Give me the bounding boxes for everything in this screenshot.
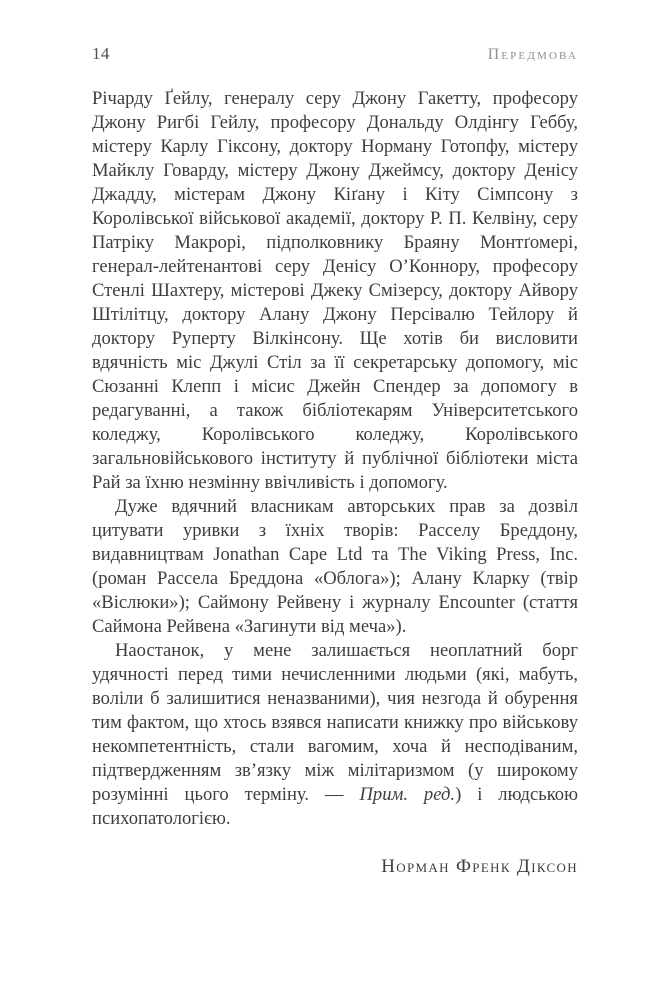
- paragraph-text: Річарду Ґейлу, генералу серу Джону Гакетту, професору Джону Ригбі Гейлу, професору Дональду Олдінгу Геббу, містеру Карлу Гіксону, доктору Норману Готопфу, містеру Майклу Говарду, містеру Джону Джеймсу, доктору Денісу Джадду, містерам Джону Кіґану і Кіту Сімпсону з Королівської військової академії, доктору Р. П. Келвіну, серу Патріку Макрорі, підполковнику Браяну Монтґомері, генерал-лейтенантові серу Денісу О’Коннору, професору Стенлі Шахтеру, містерові Джеку Смізерсу, доктору Айвору Штілітцу, доктору Алану Джону Персівалю Тейлору й доктору Руперту Вілкінсону. Ще хотів би висловити вдячність міс Джулі Стіл за її секретарську допомогу, міс Сюзанні Клепп і місис Джейн Спендер за допомогу в редагуванні, а також бібліотекарям Університетського коледжу, Королівського коледжу, Королівського загальновійськового інституту й публічної бібліотеки міста Рай за їхню незмінну ввічливість і допомогу.: [92, 88, 578, 493]
- page-number: 14: [92, 44, 110, 63]
- paragraph-text: Наостанок, у мене залишається неоплатний борг удячності перед тими нечисленними людьми (які, мабуть, воліли б залишитися неназваними), чия незгода й обурення тим фактом, що хтось взявся написати книжку про військову некомпетентність, стали вагомим, хоча й несподіваним, підтвердженням зв’язку між мілітаризмом (у широкому розумінні цього терміну. —: [92, 640, 578, 805]
- paragraph-acknowledgements: [92, 87, 578, 495]
- author-signature: Норман Френк Діксон: [381, 856, 578, 877]
- paragraph-copyright-permissions: [92, 495, 578, 639]
- paragraph-final-gratitude: [92, 639, 578, 831]
- running-header: [92, 44, 578, 64]
- body-text: [92, 87, 578, 879]
- paragraph-text: ) і людською психопатологією.: [92, 784, 578, 829]
- editorial-note: Прим. ред.: [359, 784, 456, 805]
- paragraph-text: Дуже вдячний власникам авторських прав за дозвіл цитувати уривки з їхніх творів: Расселу Бреддону, видавництвам Jonathan Cape Ltd та The Viking Press, Inc. (роман Рассела Бреддона «Облога»); Алану Кларку (твір «Віслюки»); Саймону Рейвену і журналу Encounter (стаття Саймона Рейвена «Загинути від меча»).: [92, 496, 578, 637]
- running-head-title: Передмова: [487, 46, 578, 63]
